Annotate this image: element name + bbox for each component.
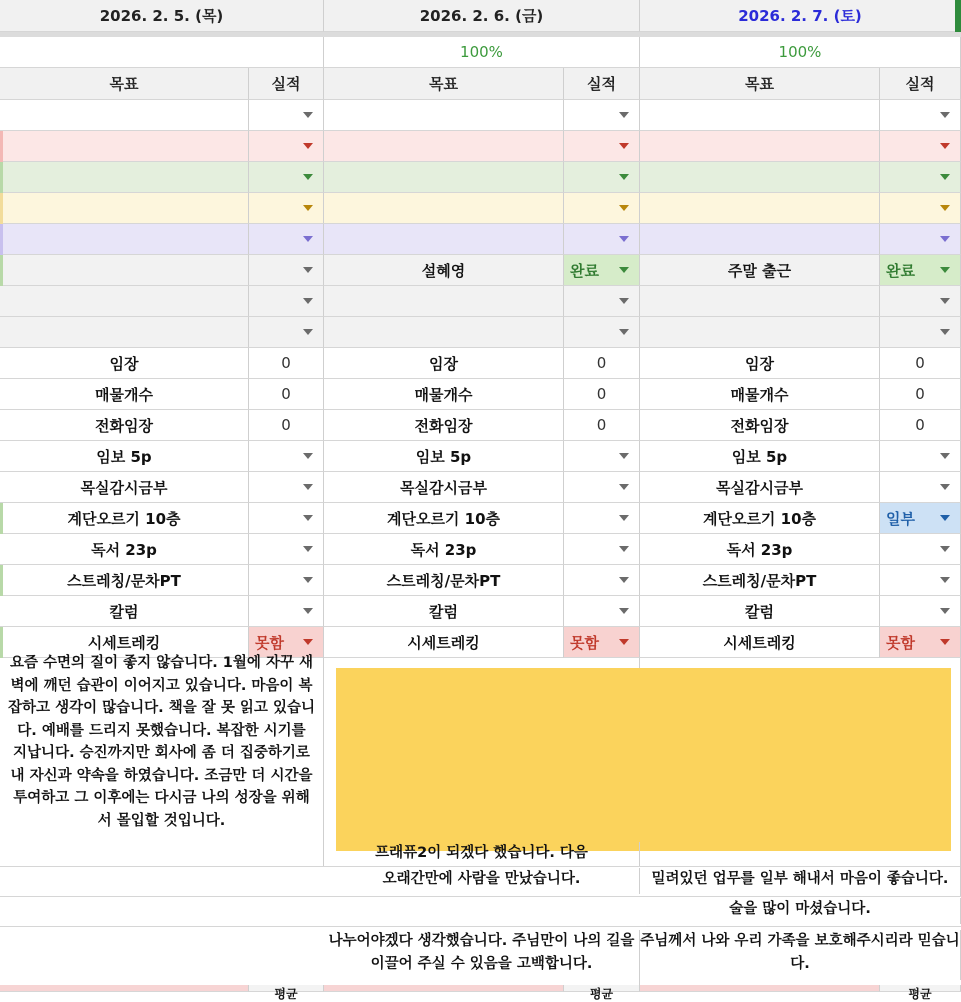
- footer-cell: [324, 985, 564, 992]
- dropdown-arrow-icon: [619, 236, 629, 242]
- row-color-marker: [0, 503, 3, 534]
- result-dropdown[interactable]: [564, 100, 640, 131]
- footer-cell: [640, 985, 880, 992]
- habit-label: 스트레칭/문차PT: [640, 565, 880, 596]
- result-dropdown[interactable]: [249, 193, 324, 224]
- goal-cell[interactable]: [0, 162, 249, 193]
- goal-cell[interactable]: [640, 131, 880, 162]
- result-dropdown[interactable]: [564, 317, 640, 348]
- metric-value[interactable]: 0: [880, 379, 961, 410]
- habit-label: 목실감시금부: [0, 472, 249, 503]
- dropdown-value: 일부: [886, 509, 915, 528]
- completion-percent: 100%: [640, 37, 961, 68]
- green-marker: [955, 0, 961, 32]
- dropdown-value: 완료: [570, 261, 599, 280]
- result-dropdown[interactable]: [249, 286, 324, 317]
- metric-value[interactable]: 0: [564, 410, 640, 441]
- dropdown-arrow-icon: [303, 515, 313, 521]
- dropdown-value: 못함: [886, 633, 915, 652]
- dropdown-arrow-icon: [303, 205, 313, 211]
- goal-cell[interactable]: [324, 100, 564, 131]
- date-header: 2026. 2. 5. (목): [0, 0, 324, 32]
- dropdown-arrow-icon: [303, 174, 313, 180]
- habit-label: 시세트레킹: [324, 627, 564, 658]
- goal-cell[interactable]: [0, 193, 249, 224]
- dropdown-arrow-icon: [940, 236, 950, 242]
- goal-cell[interactable]: [324, 193, 564, 224]
- row-divider: [0, 896, 961, 897]
- result-dropdown[interactable]: [880, 224, 961, 255]
- goal-cell[interactable]: 설혜영: [324, 255, 564, 286]
- goal-header: 목표: [0, 68, 249, 100]
- dropdown-arrow-icon: [303, 608, 313, 614]
- dropdown-arrow-icon: [619, 112, 629, 118]
- metric-value[interactable]: 0: [880, 410, 961, 441]
- dropdown-arrow-icon: [303, 143, 313, 149]
- result-dropdown[interactable]: [249, 224, 324, 255]
- date-header: 2026. 2. 7. (토): [640, 0, 961, 32]
- goal-cell[interactable]: [640, 317, 880, 348]
- habit-label: 계단오르기 10층: [640, 503, 880, 534]
- metric-value[interactable]: 0: [880, 348, 961, 379]
- goal-cell[interactable]: [324, 131, 564, 162]
- goal-cell[interactable]: [324, 224, 564, 255]
- habit-result-dropdown[interactable]: [880, 503, 961, 534]
- result-dropdown[interactable]: [564, 255, 640, 286]
- result-header: 실적: [249, 68, 324, 100]
- dropdown-arrow-icon: [940, 515, 950, 521]
- result-dropdown[interactable]: [249, 162, 324, 193]
- habit-result-dropdown[interactable]: [249, 534, 324, 565]
- metric-label: 임장: [324, 348, 564, 379]
- habit-label: 목실감시금부: [640, 472, 880, 503]
- habit-result-dropdown[interactable]: [564, 627, 640, 658]
- dropdown-arrow-icon: [619, 205, 629, 211]
- habit-result-dropdown[interactable]: [880, 596, 961, 627]
- row-color-marker: [0, 255, 3, 286]
- journal-note[interactable]: 밀려있던 업무를 일부 해내서 마음이 좋습니다.: [640, 866, 961, 896]
- goal-cell[interactable]: 주말 출근: [640, 255, 880, 286]
- row-divider: [0, 926, 961, 927]
- result-dropdown[interactable]: [880, 162, 961, 193]
- goal-cell[interactable]: [640, 100, 880, 131]
- dropdown-arrow-icon: [303, 267, 313, 273]
- dropdown-arrow-icon: [940, 329, 950, 335]
- habit-result-dropdown[interactable]: [564, 565, 640, 596]
- dropdown-arrow-icon: [619, 453, 629, 459]
- habit-label: 칼럼: [0, 596, 249, 627]
- journal-note[interactable]: [640, 658, 961, 866]
- goal-cell[interactable]: [324, 286, 564, 317]
- habit-result-dropdown[interactable]: [249, 503, 324, 534]
- dropdown-value: 못함: [255, 633, 284, 652]
- dropdown-arrow-icon: [940, 205, 950, 211]
- goal-header: 목표: [324, 68, 564, 100]
- goal-cell[interactable]: [0, 286, 249, 317]
- result-dropdown[interactable]: [880, 286, 961, 317]
- row-color-marker: [0, 224, 3, 255]
- completion-percent: 100%: [324, 37, 640, 68]
- habit-label: 독서 23p: [640, 534, 880, 565]
- metric-value[interactable]: 0: [249, 379, 324, 410]
- dropdown-arrow-icon: [303, 298, 313, 304]
- habit-label: 임보 5p: [324, 441, 564, 472]
- habit-label: 칼럼: [640, 596, 880, 627]
- result-dropdown[interactable]: [880, 100, 961, 131]
- metric-label: 매물개수: [640, 379, 880, 410]
- result-dropdown[interactable]: [880, 255, 961, 286]
- habit-label: 임보 5p: [640, 441, 880, 472]
- habit-result-dropdown[interactable]: [249, 441, 324, 472]
- result-dropdown[interactable]: [249, 131, 324, 162]
- dropdown-arrow-icon: [940, 174, 950, 180]
- metric-value[interactable]: 0: [249, 348, 324, 379]
- journal-note[interactable]: 프래퓨2이 되겠다 했습니다. 다음: [324, 842, 640, 866]
- goal-cell[interactable]: [0, 317, 249, 348]
- goal-cell[interactable]: [0, 100, 249, 131]
- metric-label: 임장: [0, 348, 249, 379]
- result-dropdown[interactable]: [249, 255, 324, 286]
- goal-cell[interactable]: [640, 286, 880, 317]
- result-header: 실적: [564, 68, 640, 100]
- habit-result-dropdown[interactable]: [880, 565, 961, 596]
- habit-result-dropdown[interactable]: [564, 534, 640, 565]
- dropdown-arrow-icon: [940, 608, 950, 614]
- metric-label: 매물개수: [324, 379, 564, 410]
- result-dropdown[interactable]: [880, 193, 961, 224]
- dropdown-arrow-icon: [940, 112, 950, 118]
- dropdown-arrow-icon: [619, 546, 629, 552]
- journal-note[interactable]: 오래간만에 사람을 만났습니다.: [324, 868, 640, 894]
- dropdown-arrow-icon: [619, 577, 629, 583]
- dropdown-arrow-icon: [619, 484, 629, 490]
- dropdown-arrow-icon: [940, 267, 950, 273]
- dropdown-arrow-icon: [619, 515, 629, 521]
- habit-label: 스트레칭/문차PT: [0, 565, 249, 596]
- habit-label: 스트레칭/문차PT: [324, 565, 564, 596]
- goal-cell[interactable]: [640, 224, 880, 255]
- journal-note[interactable]: 술을 많이 마셨습니다.: [640, 898, 961, 924]
- habit-result-dropdown[interactable]: [880, 534, 961, 565]
- goal-cell[interactable]: [640, 162, 880, 193]
- dropdown-arrow-icon: [303, 236, 313, 242]
- completion-percent: [0, 37, 324, 68]
- metric-label: 임장: [640, 348, 880, 379]
- habit-result-dropdown[interactable]: [249, 472, 324, 503]
- metric-label: 전화임장: [324, 410, 564, 441]
- dropdown-value: 완료: [886, 261, 915, 280]
- dropdown-arrow-icon: [303, 577, 313, 583]
- result-dropdown[interactable]: [564, 162, 640, 193]
- metric-label: 전화임장: [640, 410, 880, 441]
- footer-average: 평균: [564, 985, 640, 992]
- habit-result-dropdown[interactable]: [564, 472, 640, 503]
- dropdown-arrow-icon: [940, 484, 950, 490]
- habit-label: 시세트레킹: [0, 627, 249, 658]
- habit-label: 칼럼: [324, 596, 564, 627]
- dropdown-arrow-icon: [940, 577, 950, 583]
- habit-result-dropdown[interactable]: [249, 596, 324, 627]
- dropdown-arrow-icon: [303, 329, 313, 335]
- dropdown-arrow-icon: [619, 143, 629, 149]
- dropdown-arrow-icon: [303, 453, 313, 459]
- habit-label: 독서 23p: [0, 534, 249, 565]
- dropdown-arrow-icon: [303, 546, 313, 552]
- dropdown-arrow-icon: [619, 267, 629, 273]
- footer-average: 평균: [249, 985, 324, 992]
- habit-label: 목실감시금부: [324, 472, 564, 503]
- journal-note[interactable]: 요즘 수면의 질이 좋지 않습니다. 1월에 자꾸 새벽에 깨던 습관이 이어지고 있습니다. 마음이 복잡하고 생각이 많습니다. 책을 잘 못 읽고 있습니다. 예배를 드리지 못했습니다. 복잡한 시기를 지납니다. 승진까지만 회사에 좀 더 집중하기로 내 자신과 약속을 하였습니다. 조금만 더 시간을 투여하고 그 이후에는 다시금 나의 성장을 위해서 몰입할 것입니다.: [0, 652, 324, 866]
- goal-cell[interactable]: [324, 317, 564, 348]
- dropdown-arrow-icon: [940, 298, 950, 304]
- row-color-marker: [0, 162, 3, 193]
- dropdown-value: 못함: [570, 633, 599, 652]
- date-header: 2026. 2. 6. (금): [324, 0, 640, 32]
- goal-cell[interactable]: [0, 224, 249, 255]
- dropdown-arrow-icon: [619, 639, 629, 645]
- result-dropdown[interactable]: [249, 100, 324, 131]
- footer-cell: [0, 985, 249, 992]
- row-color-marker: [0, 131, 3, 162]
- habit-result-dropdown[interactable]: [880, 472, 961, 503]
- habit-label: 계단오르기 10층: [0, 503, 249, 534]
- result-dropdown[interactable]: [880, 317, 961, 348]
- dropdown-arrow-icon: [303, 639, 313, 645]
- result-dropdown[interactable]: [564, 286, 640, 317]
- habit-result-dropdown[interactable]: [564, 503, 640, 534]
- dropdown-arrow-icon: [940, 639, 950, 645]
- goal-cell[interactable]: [0, 255, 249, 286]
- goal-cell[interactable]: [640, 193, 880, 224]
- habit-result-dropdown[interactable]: [880, 627, 961, 658]
- metric-value[interactable]: 0: [249, 410, 324, 441]
- goal-header: 목표: [640, 68, 880, 100]
- row-color-marker: [0, 193, 3, 224]
- metric-label: 매물개수: [0, 379, 249, 410]
- habit-label: 임보 5p: [0, 441, 249, 472]
- habit-label: 계단오르기 10층: [324, 503, 564, 534]
- dropdown-arrow-icon: [619, 608, 629, 614]
- result-dropdown[interactable]: [880, 131, 961, 162]
- result-dropdown[interactable]: [564, 193, 640, 224]
- habit-label: 시세트레킹: [640, 627, 880, 658]
- habit-result-dropdown[interactable]: [564, 441, 640, 472]
- row-color-marker: [0, 565, 3, 596]
- metric-label: 전화임장: [0, 410, 249, 441]
- dropdown-arrow-icon: [619, 329, 629, 335]
- dropdown-arrow-icon: [940, 453, 950, 459]
- result-dropdown[interactable]: [564, 131, 640, 162]
- result-header: 실적: [880, 68, 961, 100]
- habit-result-dropdown[interactable]: [564, 596, 640, 627]
- journal-note[interactable]: 나누어야겠다 생각했습니다. 주님만이 나의 길을 이끌어 주실 수 있음을 고백합니다.: [324, 930, 640, 986]
- result-dropdown[interactable]: [249, 317, 324, 348]
- metric-value[interactable]: 0: [564, 379, 640, 410]
- dropdown-arrow-icon: [940, 143, 950, 149]
- metric-value[interactable]: 0: [564, 348, 640, 379]
- habit-result-dropdown[interactable]: [249, 565, 324, 596]
- result-dropdown[interactable]: [564, 224, 640, 255]
- dropdown-arrow-icon: [303, 112, 313, 118]
- dropdown-arrow-icon: [619, 174, 629, 180]
- habit-label: 독서 23p: [324, 534, 564, 565]
- footer-average: 평균: [880, 985, 961, 992]
- dropdown-arrow-icon: [303, 484, 313, 490]
- goal-cell[interactable]: [0, 131, 249, 162]
- habit-result-dropdown[interactable]: [880, 441, 961, 472]
- goal-cell[interactable]: [324, 162, 564, 193]
- dropdown-arrow-icon: [940, 546, 950, 552]
- dropdown-arrow-icon: [619, 298, 629, 304]
- journal-note[interactable]: 주님께서 나와 우리 가족을 보호해주시리라 믿습니다.: [640, 930, 961, 980]
